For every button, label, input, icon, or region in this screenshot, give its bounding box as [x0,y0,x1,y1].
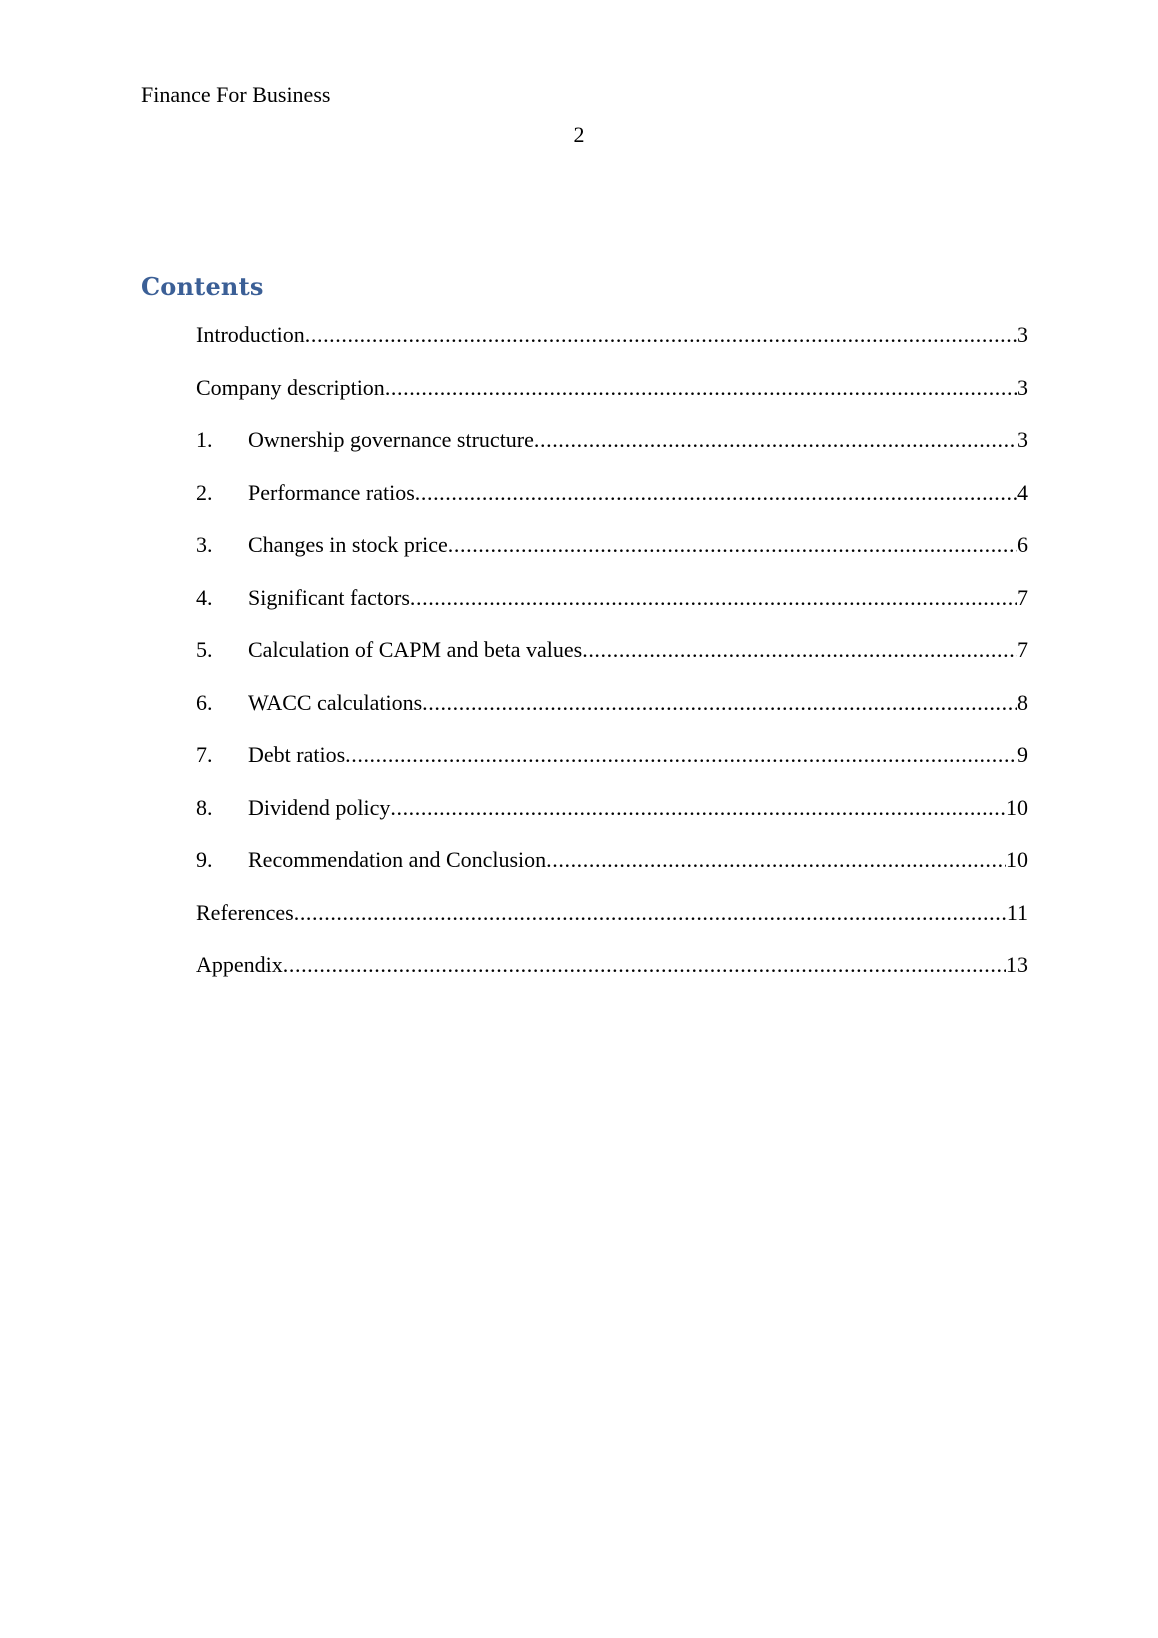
toc-entry-page: 8 [1017,689,1028,715]
toc-entry-appendix[interactable] [196,950,1028,1003]
toc-entry-changes-in-stock-price[interactable] [196,530,1028,583]
toc-entry-title: Dividend policy [248,794,391,820]
table-of-contents [196,320,1028,1003]
toc-entry-page: 13 [1006,952,1028,977]
toc-entry-number: 7. [196,742,213,767]
toc-entry-number: 6. [196,689,213,715]
toc-entry-performance-ratios[interactable] [196,478,1028,531]
dot-leader [546,845,1006,875]
toc-entry-title: Changes in stock price [248,532,448,557]
toc-entry-page: 7 [1017,637,1028,662]
toc-entry-page: 3 [1017,427,1028,452]
toc-entry-page: 10 [1006,794,1028,820]
dot-leader [294,898,1007,928]
running-header: Finance For Business [141,82,331,107]
dot-leader [390,793,1006,823]
toc-entry-page: 9 [1017,742,1028,767]
page-number: 2 [573,122,585,147]
toc-entry-number: 5. [196,637,213,662]
dot-leader [534,425,1017,455]
toc-entry-capm-and-beta[interactable] [196,635,1028,688]
toc-entry-number: 9. [196,847,213,872]
toc-entry-introduction[interactable] [196,320,1028,373]
dot-leader [385,373,1017,403]
dot-leader [305,320,1017,350]
toc-entry-dividend-policy[interactable] [196,793,1028,846]
toc-entry-number: 2. [196,479,213,505]
toc-entry-page: 3 [1017,374,1028,400]
dot-leader [283,950,1006,980]
toc-entry-ownership-governance-structure[interactable] [196,425,1028,478]
dot-leader [415,478,1017,508]
toc-entry-title: Ownership governance structure [248,427,534,452]
toc-entry-page: 4 [1017,479,1028,505]
dot-leader [448,530,1017,560]
toc-entry-title: Significant factors [248,584,410,610]
toc-entry-title: Recommendation and Conclusion [248,847,547,872]
dot-leader [582,635,1017,665]
toc-entry-title: Introduction [196,322,305,347]
toc-entry-recommendation-and-conclusion[interactable] [196,845,1028,898]
toc-entry-title: WACC calculations [248,689,423,715]
toc-entry-title: Company description [196,374,385,400]
toc-entry-number: 1. [196,427,213,452]
toc-entry-title: Appendix [196,952,283,977]
toc-entry-company-description[interactable] [196,373,1028,426]
toc-heading: Contents [141,272,264,301]
toc-entry-page: 7 [1017,584,1028,610]
toc-entry-references[interactable] [196,898,1028,951]
toc-entry-number: 4. [196,584,213,610]
toc-entry-title: References [196,899,294,925]
toc-entry-page: 11 [1006,899,1028,925]
toc-entry-number: 8. [196,794,213,820]
toc-entry-title: Debt ratios [248,742,346,767]
dot-leader [410,583,1017,613]
toc-entry-page: 3 [1017,322,1028,347]
toc-entry-significant-factors[interactable] [196,583,1028,636]
toc-entry-title: Performance ratios [248,479,415,505]
dot-leader [422,688,1017,718]
dot-leader [345,740,1017,770]
toc-entry-page: 10 [1006,847,1028,872]
toc-entry-number: 3. [196,532,213,557]
toc-entry-title: Calculation of CAPM and beta values [248,637,583,662]
toc-entry-page: 6 [1017,532,1028,557]
toc-entry-wacc-calculations[interactable] [196,688,1028,741]
toc-entry-debt-ratios[interactable] [196,740,1028,793]
